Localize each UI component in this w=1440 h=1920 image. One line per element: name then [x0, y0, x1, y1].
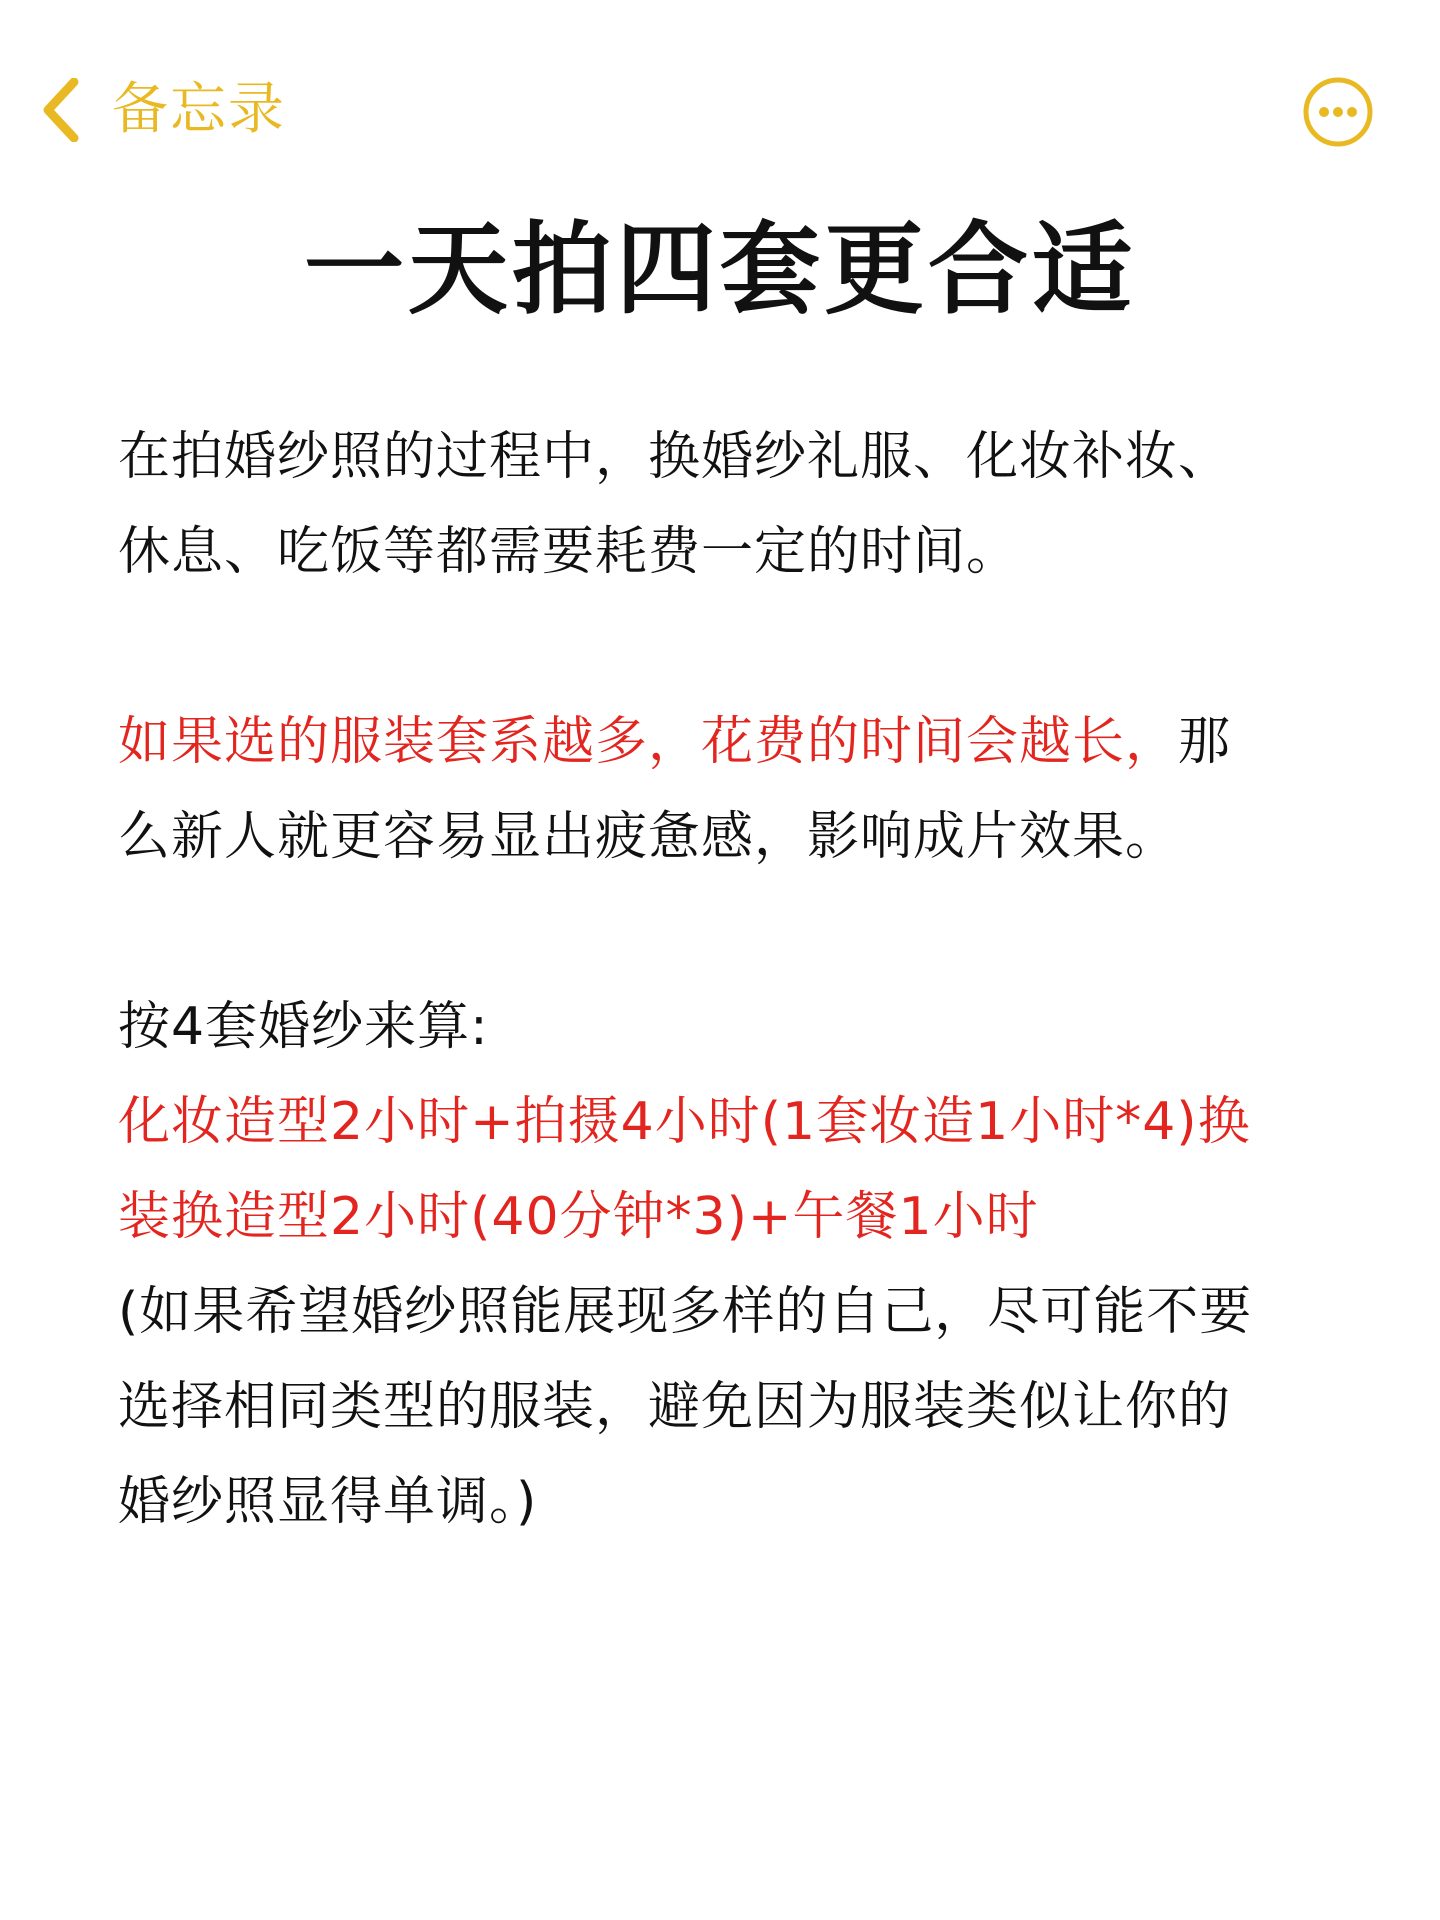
chevron-left-icon: [40, 78, 80, 142]
highlight-text: 如果选的服装套系越多，花费的时间会越长，: [118, 712, 1179, 772]
advice-line-3: 婚纱照显得单调。): [118, 1472, 538, 1532]
note-paragraph-2: [118, 695, 1348, 885]
schedule-line-2: 装换造型2小时(40分钟*3)+午餐1小时: [118, 1187, 1039, 1247]
schedule-intro: 按4套婚纱来算:: [118, 997, 489, 1057]
note-paragraph-3: [118, 980, 1348, 1550]
paragraph-1-line-1: 在拍婚纱照的过程中，换婚纱礼服、化妆补妆、: [118, 427, 1232, 487]
paragraph-2-line-2: 么新人就更容易显出疲惫感，影响成片效果。: [118, 807, 1179, 867]
navigation-bar: [0, 0, 1440, 210]
more-circle-icon: [1302, 76, 1374, 148]
schedule-line-1: 化妆造型2小时+拍摄4小时(1套妆造1小时*4)换: [118, 1092, 1251, 1152]
paragraph-1-line-2: 休息、吃饭等都需要耗费一定的时间。: [118, 522, 1020, 582]
back-label: 备忘录: [112, 77, 286, 142]
back-button[interactable]: [40, 70, 286, 150]
note-title: 一天拍四套更合适: [304, 211, 1136, 328]
more-options-button[interactable]: [1302, 76, 1374, 148]
advice-line-1: (如果希望婚纱照能展现多样的自己，尽可能不要: [118, 1282, 1253, 1342]
paragraph-2-continuation: 那: [1178, 712, 1232, 772]
advice-line-2: 选择相同类型的服装，避免因为服装类似让你的: [118, 1377, 1232, 1437]
paragraph-2-line-1: [118, 695, 1348, 790]
note-paragraph-1: [118, 410, 1348, 600]
